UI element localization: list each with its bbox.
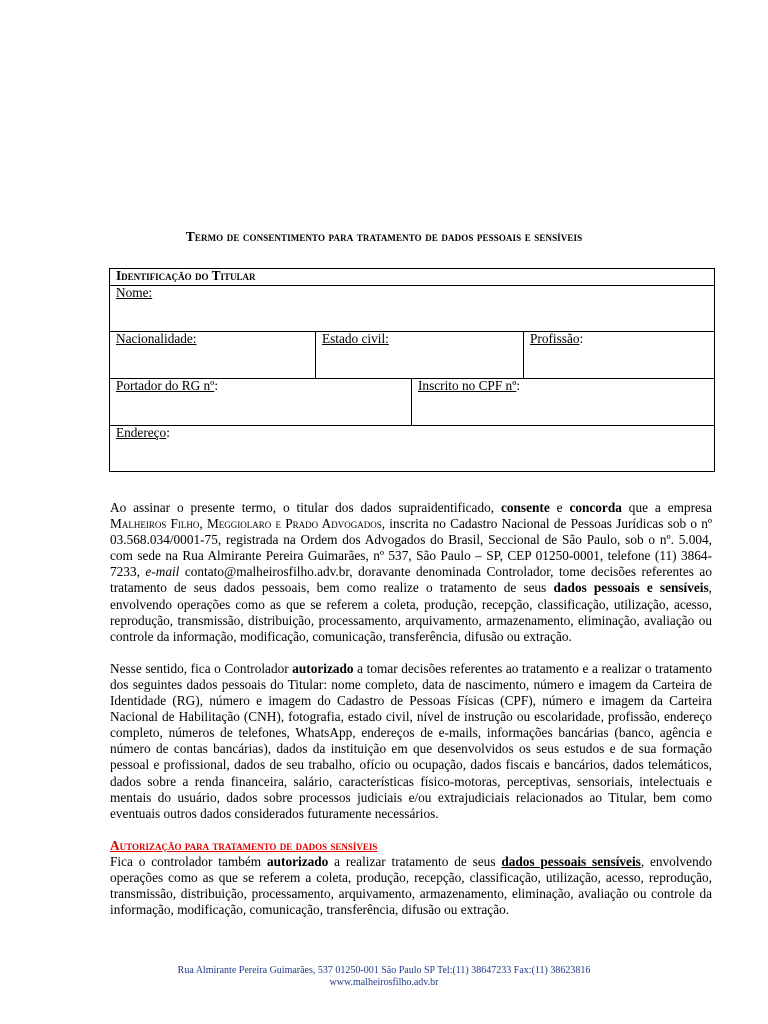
text-span: contato@malheirosfilho.adv.br, doravante denominada Controlador, tome decisões referentes ao tratamento de seus dados pessoais, bem como realize o tratamento de seus — [110, 564, 712, 596]
text-span: , inscrita no Cadastro Nacional de Pessoas Jurídicas sob o nº 03.568.034/0001-75, registrada na Ordem dos Advogados do Brasil, Seccional de São Paulo, sob o nº. 5.004, com sede na Rua Almirante Pereira Guimarães, nº 537, São Paulo – SP, CEP 01250-0001, telefone (11) 3864-7233, — [110, 516, 712, 580]
text-span: Ao assinar o presente termo, o titular dos dados supraidentificado, — [110, 500, 501, 515]
text-span: Nesse sentido, fica o Controlador — [110, 660, 293, 676]
document-body — [110, 500, 712, 934]
emphasis-autorizado: autorizado — [292, 660, 354, 676]
auth-section-title: Autorização para tratamento de dados sensíveis — [110, 837, 378, 853]
emphasis-dados: dados pessoais e sensíveis — [553, 580, 709, 596]
paragraph-scope — [110, 661, 712, 822]
emphasis-consente: consente — [500, 500, 550, 515]
paragraph-consent — [110, 500, 712, 645]
paragraph-sensitive — [110, 854, 712, 918]
field-profissao[interactable] — [524, 332, 715, 379]
text-span: que a empresa — [621, 500, 712, 515]
page-footer — [0, 965, 768, 989]
label-cpf-colon: : — [516, 378, 521, 393]
text-span: a tomar decisões referentes ao tratamento e a realizar o tratamento dos seguintes dados pessoais do Titular: nome completo, data de nascimento, número e imagem da Carteira de Identidade (RG), número e imagem do Cadastro de Pessoas Físicas (CPF), número e imagem da Carteira Nacional de Habilitação (CNH), fotografia, estado civil, nível de instrução ou escolaridade, profissão, endereço completo, números de telefones, WhatsApp, endereços de e-mails, informações bancárias (banco, agência e número de contas bancárias), dados da instituição em que desenvolvidos os seus estudos e de sua formação pessoal e profissional, dados de seu trabalho, ofício ou ocupação, dados fiscais e bancários, dados telemáticos, dados sobre a renda financeira, salário, características físico-motoras, perceptivas, sensoriais, intelectuais e mentais do usuário, dados sobre processos judiciais e/ou extrajudiciais relacionados ao Titular, bem como eventuais outros dados considerados futuramente necessários. — [110, 660, 712, 821]
footer-address: Rua Almirante Pereira Guimarães, 537 01250-001 São Paulo SP Tel:(11) 38647233 Fax:(11) 38623816 — [177, 965, 591, 976]
label-nacionalidade: Nacionalidade: — [116, 331, 197, 346]
text-span: a realizar tratamento de seus — [328, 853, 502, 869]
field-estado-civil[interactable] — [316, 332, 524, 379]
field-nome[interactable] — [110, 286, 715, 332]
label-endereco: Endereço — [116, 425, 167, 440]
label-profissao-colon: : — [579, 331, 584, 346]
label-rg: Portador do RG nº — [116, 378, 215, 393]
text-span: , envolvendo operações como as que se referem a coleta, produção, recepção, classificação, utilização, acesso, reprodução, transmissão, distribuição, processamento, arquivamento, armazenamento, eliminação, avaliação ou controle da informação, modificação, comunicação, transferência, difusão ou extração. — [110, 580, 712, 644]
footer-website[interactable]: www.malheirosfilho.adv.br — [329, 977, 439, 988]
emphasis-concorda: concorda — [569, 500, 622, 515]
email-label: e-mail — [145, 564, 180, 580]
text-span: e — [549, 500, 570, 515]
label-cpf: Inscrito no CPF nº — [418, 378, 517, 393]
identification-table — [109, 268, 715, 472]
field-endereco[interactable] — [110, 426, 715, 472]
document-title: Termo de consentimento para tratamento de dados pessoais e sensíveis — [185, 229, 583, 244]
text-span: , envolvendo operações como as que se referem a coleta, produção, recepção, classificação, utilização, acesso, reprodução, transmissão, distribuição, processamento, arquivamento, armazenamento, eliminação, avaliação ou controle da informação, modificação, comunicação, transferência, difusão ou extração. — [110, 853, 713, 918]
label-nome: Nome: — [116, 285, 153, 300]
field-rg[interactable] — [110, 379, 412, 426]
emphasis-dados-sensiveis: dados pessoais sensíveis — [501, 853, 641, 869]
label-profissao: Profissão — [530, 331, 580, 346]
label-endereco-colon: : — [166, 425, 170, 440]
emphasis-autorizado: autorizado — [266, 853, 329, 869]
field-nacionalidade[interactable] — [110, 332, 316, 379]
label-rg-colon: : — [214, 378, 219, 393]
field-cpf[interactable] — [412, 379, 715, 426]
identification-header: Identificação do Titular — [110, 269, 715, 286]
label-estado-civil: Estado civil: — [322, 331, 389, 346]
text-span: Fica o controlador também — [110, 853, 267, 869]
company-name: Malheiros Filho, Meggiolaro e Prado Advogados — [110, 516, 382, 532]
